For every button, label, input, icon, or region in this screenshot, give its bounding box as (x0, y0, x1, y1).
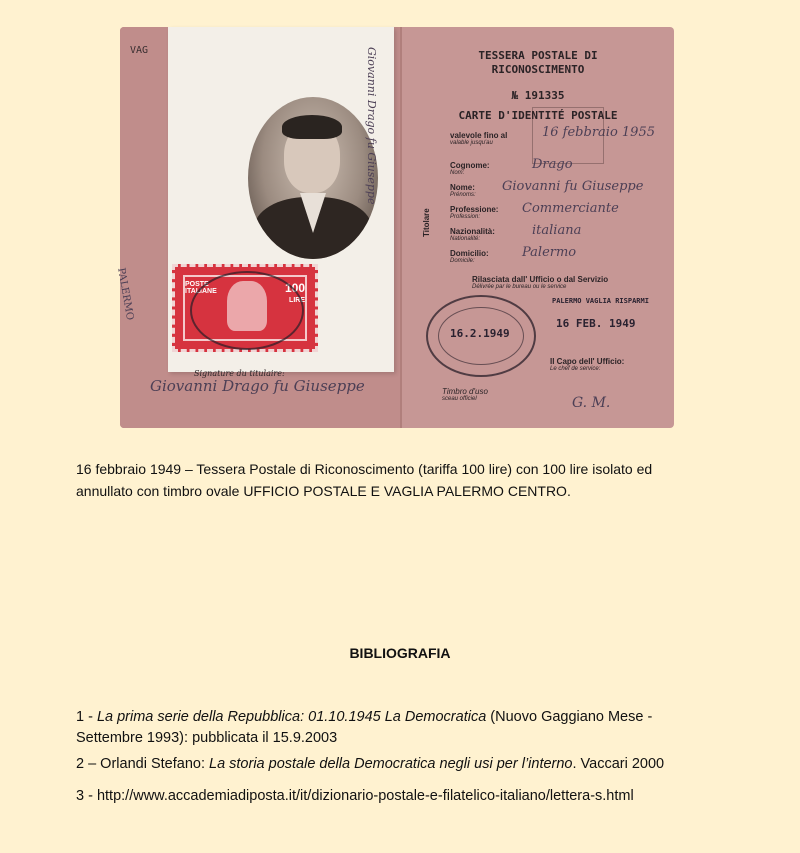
value-domicilio: Palermo (522, 245, 577, 260)
card-number: № 191335 (511, 89, 565, 102)
caption-line-1: 16 febbraio 1949 – Tessera Postale di Riconoscimento (tariffa 100 lire) con 100 lire isolato ed (76, 461, 653, 477)
left-edge-mark: VAG (130, 45, 149, 56)
valid-value: 16 febbraio 1955 (542, 125, 655, 140)
stamp-unit: LIRE (289, 297, 305, 304)
identity-card-photo (115, 27, 672, 428)
value-nazionalita: italiana (532, 223, 582, 238)
portrait-photo (248, 97, 378, 259)
bibliography-item-2 (76, 754, 776, 775)
card-title-line1: TESSERA POSTALE DI (478, 49, 598, 62)
bib3-link[interactable]: 3 - http://www.accademiadiposta.it/it/dizionario-postale-e-filatelico-italiano/lettera-s.html (76, 788, 634, 804)
oval-postmark (426, 295, 536, 377)
field-domicilio: Domicilio: Domicile: (450, 249, 489, 264)
bib1-rest-line2: Settembre 1993): pubblicata il 15.9.2003 (76, 730, 338, 746)
field-cognome: Cognome: Nom: (450, 161, 490, 176)
vertical-signature: Giovanni Drago fu Giuseppe (365, 47, 378, 205)
chief-signature: G. M. (572, 395, 611, 411)
stamp-country: POSTE ITALIANE (185, 281, 217, 295)
card-title-fr: CARTE D'IDENTITÉ POSTALE (458, 109, 618, 122)
card-right-page (400, 27, 674, 428)
bib2-title: La storia postale della Democratica negli usi per l’interno (209, 756, 573, 772)
chief-label: Il Capo dell' Ufficio: Le chef de service: (550, 357, 625, 372)
field-nazionalita: Nazionalità: Nationalité: (450, 227, 495, 242)
value-professione: Commerciante (522, 201, 619, 216)
issued-by: Rilasciata dall' Ufficio o dal Servizio Délivrée par le bureau ou le service (472, 275, 609, 290)
field-professione: Professione: Profession: (450, 205, 499, 220)
card-title-line2: RICONOSCIMENTO (491, 63, 585, 76)
vaglia-stamp: PALERMO VAGLIA RISPARMI (552, 297, 649, 305)
bibliography-item-1 (76, 707, 776, 749)
left-edge-palermo: PALERMO (115, 267, 136, 322)
oval-postmark-date: 16.2.1949 (450, 327, 510, 340)
stamp-value: 100 (284, 281, 305, 295)
bib2-rest: . Vaccari 2000 (572, 756, 665, 772)
bib2-prefix: 2 – Orlandi Stefano: (76, 756, 209, 772)
bib1-rest: (Nuovo Gaggiano Mese - (486, 709, 653, 725)
side-label-titolare: Titolare (422, 208, 431, 237)
value-cognome: Drago (532, 157, 573, 172)
caption-line-2: annullato con timbro ovale UFFICIO POSTALE E VAGLIA PALERMO CENTRO. (76, 483, 571, 499)
date-stamp: 16 FEB. 1949 (556, 317, 636, 330)
value-nome: Giovanni fu Giuseppe (502, 179, 644, 194)
bibliography-item-3[interactable] (76, 786, 776, 807)
bib1-prefix: 1 - (76, 709, 97, 725)
timbre-label: Timbro d'uso sceau officiel (442, 387, 488, 402)
field-nome: Nome: Prénoms: (450, 183, 476, 198)
signature-label: Signature du titulaire: (194, 369, 285, 378)
bottom-signature: Giovanni Drago fu Giuseppe (150, 377, 365, 395)
fiscal-stamp-box (532, 107, 604, 164)
left-postmark (190, 271, 304, 350)
bib1-title: La prima serie della Repubblica: 01.10.1945 La Democratica (96, 709, 487, 725)
card-left-page (115, 27, 400, 428)
bibliography-title: BIBLIOGRAFIA (349, 645, 451, 661)
photo-caption (76, 458, 756, 502)
valid-label: valevole fino al valable jusqu'au (450, 131, 508, 146)
